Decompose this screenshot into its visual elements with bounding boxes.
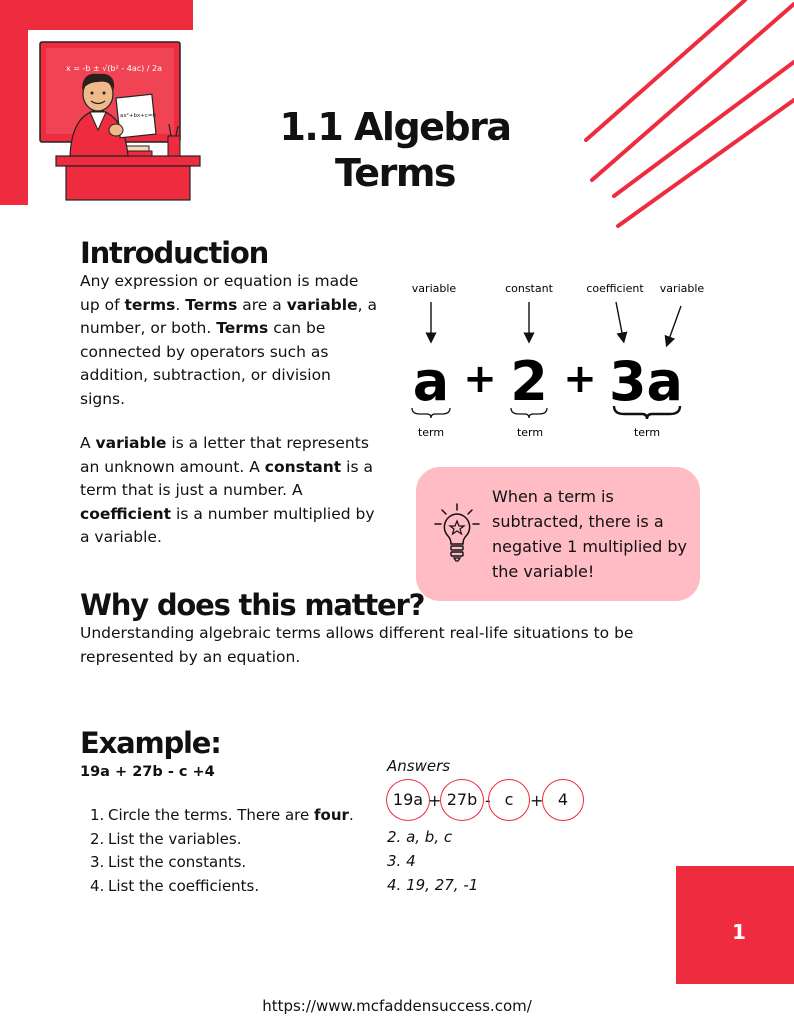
bold-keyword: coefficient — [80, 504, 172, 523]
text-run: , a number, or both. — [80, 295, 377, 337]
why-text: Understanding algebraic terms allows different real-life situations to be represented by an equation. — [80, 624, 634, 666]
intro-heading: Introduction — [80, 236, 269, 270]
step-item — [90, 851, 354, 875]
page-title-line1: 1.1 Algebra — [279, 105, 511, 149]
step-number: 1. — [90, 806, 105, 824]
lightbulb-icon — [432, 502, 482, 564]
text-run: . — [175, 295, 186, 314]
text-run: can be connected by operators such as addition, subtraction, or division signs. — [80, 319, 331, 408]
expr-term-2: 2 — [510, 350, 548, 413]
paper-formula: ax²+bx+c=0 — [120, 113, 156, 119]
decorative-slashes — [580, 0, 794, 240]
bold-keyword: constant — [264, 457, 342, 476]
step-item — [90, 875, 354, 899]
text-run: A — [80, 434, 96, 452]
answer-2: 2. a, b, c — [387, 828, 453, 846]
arrow-variable-2 — [668, 306, 681, 342]
teacher-illustration — [36, 38, 202, 202]
text-run: is a letter that represents an unknown amount. A — [80, 434, 369, 476]
example-heading: Example: — [80, 726, 221, 760]
answer-3: 3. 4 — [387, 852, 416, 870]
terms-diagram — [400, 276, 720, 446]
circled-term-1: 19a — [386, 779, 430, 821]
step-text — [108, 875, 259, 899]
step-item — [90, 804, 354, 828]
board-formula: x = -b ± √(b² - 4ac) / 2a — [66, 64, 163, 73]
expr-plus-2: + — [563, 356, 597, 402]
expr-term-a: a — [412, 350, 450, 413]
step-item — [90, 828, 354, 852]
page-title-line2: Terms — [334, 151, 456, 195]
answer-op-3: + — [530, 791, 544, 810]
expr-term-3a: 3a — [608, 350, 684, 413]
step-number: 2. — [90, 829, 105, 848]
intro-paragraph-2 — [80, 432, 380, 550]
term-label-3: term — [633, 426, 661, 439]
expr-plus-1: + — [463, 356, 497, 402]
tip-text: When a term is subtracted, there is a negative 1 multiplied by the variable! — [492, 487, 687, 581]
circled-term-4: 4 — [542, 779, 584, 821]
diagram-label-constant: constant — [505, 282, 553, 295]
bold-keyword: variable — [286, 295, 358, 314]
text-run: Circle the terms. There are — [108, 806, 315, 824]
diagram-label-variable-2: variable — [659, 282, 705, 295]
bold-keyword: Terms — [185, 295, 238, 314]
answer-op-2: - — [485, 791, 491, 810]
arrow-coefficient — [616, 302, 623, 338]
diagram-label-coefficient: coefficient — [586, 282, 644, 295]
page-number: 1 — [732, 920, 746, 944]
circled-term-2: 27b — [440, 779, 484, 821]
text-run: are a — [237, 295, 287, 314]
bold-keyword: Terms — [216, 319, 269, 337]
step-text — [108, 828, 241, 852]
text-run: is a number multiplied by a variable. — [80, 504, 375, 546]
circled-term-3: c — [488, 779, 530, 821]
term-label-2: term — [516, 426, 544, 439]
text-run: . — [348, 806, 354, 824]
answers-label: Answers — [387, 757, 451, 775]
step-number: 3. — [90, 853, 105, 871]
page-title — [250, 104, 540, 196]
step-number: 4. — [90, 876, 105, 895]
frame-left-bar — [0, 0, 28, 205]
text-run: List the variables. — [108, 829, 242, 848]
step-text — [108, 804, 354, 828]
step-text — [108, 851, 246, 875]
example-equation: 19a + 27b - c +4 — [80, 764, 215, 780]
bold-keyword: terms — [124, 295, 176, 314]
text-run: List the coefficients. — [108, 876, 260, 895]
bold-keyword: variable — [95, 434, 167, 452]
example-steps — [90, 804, 354, 898]
answer-4: 4. 19, 27, -1 — [387, 876, 479, 894]
diagram-label-variable-1: variable — [411, 282, 457, 295]
text-run: Any expression or equation is made up of — [80, 272, 359, 314]
term-label-1: term — [417, 426, 445, 439]
bold-keyword: four — [314, 806, 349, 824]
footer-url[interactable]: https://www.mcfaddensuccess.com/ — [262, 997, 532, 1015]
answer-op-1: + — [428, 791, 442, 810]
text-run: List the constants. — [108, 853, 247, 871]
intro-paragraph-1 — [80, 270, 380, 411]
why-heading: Why does this matter? — [80, 588, 425, 622]
frame-top-bar — [0, 0, 193, 30]
answer-circled-terms — [384, 779, 594, 825]
text-run: is a term that is just a number. A — [80, 457, 373, 499]
